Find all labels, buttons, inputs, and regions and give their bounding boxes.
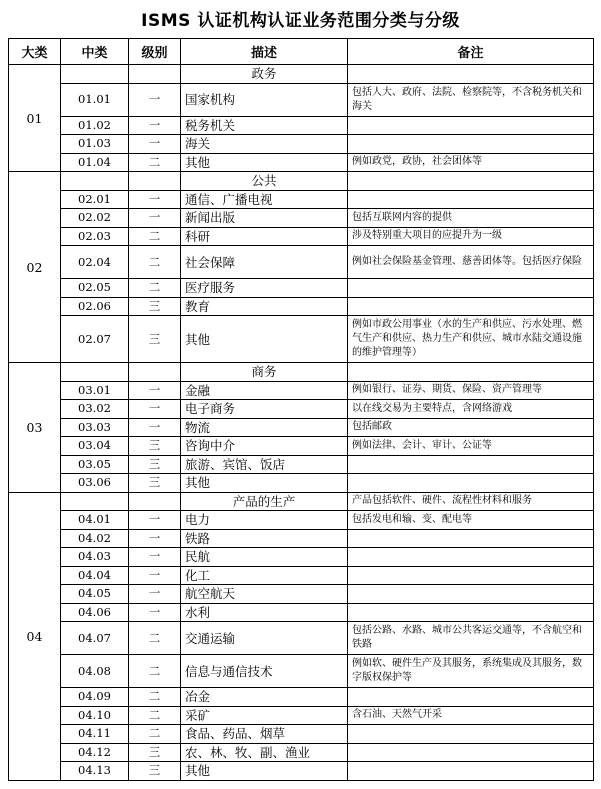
level-cell: 三	[129, 743, 181, 762]
middle-code-cell: 04.13	[61, 762, 129, 781]
group-row	[9, 492, 594, 511]
middle-code-cell: 04.08	[61, 655, 129, 688]
level-cell: 二	[129, 622, 181, 655]
description-cell: 海关	[181, 135, 348, 154]
note-cell: 例如市政公用事业（水的生产和供应、污水处理、燃气生产和供应、热力生产和供应、城市水陆交通设施的维护管理等）	[348, 316, 594, 363]
level-cell: 一	[129, 135, 181, 154]
level-cell: 二	[129, 688, 181, 707]
description-cell: 咨询中介	[181, 437, 348, 456]
middle-code-cell: 04.01	[61, 511, 129, 530]
description-cell: 铁路	[181, 529, 348, 548]
group-row	[9, 172, 594, 191]
note-cell	[348, 566, 594, 585]
middle-code-cell: 03.03	[61, 418, 129, 437]
middle-code-cell: 02.02	[61, 209, 129, 228]
note-cell	[348, 172, 594, 191]
table-row	[9, 566, 594, 585]
middle-code-cell: 04.05	[61, 585, 129, 604]
note-cell	[348, 548, 594, 567]
level-cell: 二	[129, 153, 181, 172]
note-cell: 包括公路、水路、城市公共客运交通等，不含航空和铁路	[348, 622, 594, 655]
note-cell	[348, 455, 594, 474]
middle-code-cell: 04.11	[61, 725, 129, 744]
description-cell: 电力	[181, 511, 348, 530]
middle-code-cell: 03.02	[61, 400, 129, 419]
header-level: 级别	[129, 39, 181, 65]
description-cell: 其他	[181, 762, 348, 781]
table-row	[9, 400, 594, 419]
page-title: ISMS 认证机构认证业务范围分类与分级	[141, 11, 460, 31]
note-cell: 例如银行、证券、期货、保险、资产管理等	[348, 381, 594, 400]
scope-classification-table	[8, 38, 594, 781]
table-row	[9, 209, 594, 228]
middle-code-cell: 01.02	[61, 116, 129, 135]
major-code-cell: 02	[9, 172, 61, 363]
level-cell	[129, 172, 181, 191]
note-cell	[348, 363, 594, 382]
level-cell	[129, 65, 181, 84]
middle-code-cell: 04.12	[61, 743, 129, 762]
level-cell: 一	[129, 116, 181, 135]
level-cell: 二	[129, 227, 181, 246]
table-row	[9, 585, 594, 604]
middle-code-cell: 03.05	[61, 455, 129, 474]
note-cell	[348, 297, 594, 316]
middle-code-cell	[61, 65, 129, 84]
level-cell: 一	[129, 603, 181, 622]
description-cell: 采矿	[181, 706, 348, 725]
middle-code-cell: 04.10	[61, 706, 129, 725]
major-code-cell: 03	[9, 363, 61, 493]
middle-code-cell: 02.01	[61, 190, 129, 209]
middle-code-cell: 01.01	[61, 83, 129, 116]
description-cell: 国家机构	[181, 83, 348, 116]
table-row	[9, 762, 594, 781]
level-cell: 三	[129, 762, 181, 781]
level-cell	[129, 363, 181, 382]
middle-code-cell: 04.06	[61, 603, 129, 622]
description-cell: 航空航天	[181, 585, 348, 604]
table-row	[9, 655, 594, 688]
middle-code-cell: 02.07	[61, 316, 129, 363]
level-cell: 一	[129, 381, 181, 400]
table-row	[9, 153, 594, 172]
note-cell: 例如社会保险基金管理、慈善团体等。包括医疗保险	[348, 246, 594, 279]
group-name-cell: 商务	[181, 363, 348, 382]
header-major: 大类	[9, 39, 61, 65]
major-code-cell: 01	[9, 65, 61, 172]
note-cell	[348, 762, 594, 781]
table-row	[9, 437, 594, 456]
note-cell: 产品包括软件、硬件、流程性材料和服务	[348, 492, 594, 511]
level-cell: 二	[129, 725, 181, 744]
table-row	[9, 135, 594, 154]
note-cell	[348, 725, 594, 744]
note-cell: 包括互联网内容的提供	[348, 209, 594, 228]
description-cell: 医疗服务	[181, 279, 348, 298]
table-row	[9, 381, 594, 400]
note-cell: 包括发电和输、变、配电等	[348, 511, 594, 530]
table-row	[9, 316, 594, 363]
table-row	[9, 83, 594, 116]
description-cell: 新闻出版	[181, 209, 348, 228]
description-cell: 水利	[181, 603, 348, 622]
header-note: 备注	[348, 39, 594, 65]
note-cell: 包括邮政	[348, 418, 594, 437]
description-cell: 物流	[181, 418, 348, 437]
level-cell: 一	[129, 529, 181, 548]
level-cell: 二	[129, 655, 181, 688]
middle-code-cell: 03.06	[61, 474, 129, 493]
description-cell: 农、林、牧、副、渔业	[181, 743, 348, 762]
table-row	[9, 529, 594, 548]
note-cell: 包括人大、政府、法院、检察院等，不含税务机关和海关	[348, 83, 594, 116]
level-cell: 三	[129, 297, 181, 316]
level-cell: 一	[129, 418, 181, 437]
table-row	[9, 743, 594, 762]
major-code-cell: 04	[9, 492, 61, 780]
description-cell: 金融	[181, 381, 348, 400]
table-row	[9, 455, 594, 474]
description-cell: 交通运输	[181, 622, 348, 655]
group-name-cell: 政务	[181, 65, 348, 84]
level-cell: 一	[129, 548, 181, 567]
table-row	[9, 279, 594, 298]
note-cell	[348, 474, 594, 493]
middle-code-cell: 01.03	[61, 135, 129, 154]
table-row	[9, 688, 594, 707]
middle-code-cell: 04.03	[61, 548, 129, 567]
level-cell: 三	[129, 437, 181, 456]
description-cell: 信息与通信技术	[181, 655, 348, 688]
level-cell: 一	[129, 566, 181, 585]
middle-code-cell: 01.04	[61, 153, 129, 172]
description-cell: 通信、广播电视	[181, 190, 348, 209]
table-row	[9, 548, 594, 567]
description-cell: 食品、药品、烟草	[181, 725, 348, 744]
table-row	[9, 725, 594, 744]
note-cell: 例如法律、会计、审计、公证等	[348, 437, 594, 456]
description-cell: 化工	[181, 566, 348, 585]
note-cell: 例如软、硬件生产及其服务，系统集成及其服务，数字版权保护等	[348, 655, 594, 688]
table-row	[9, 622, 594, 655]
note-cell	[348, 65, 594, 84]
note-cell	[348, 135, 594, 154]
note-cell	[348, 743, 594, 762]
level-cell: 一	[129, 511, 181, 530]
note-cell	[348, 688, 594, 707]
table-row	[9, 474, 594, 493]
note-cell	[348, 529, 594, 548]
description-cell: 教育	[181, 297, 348, 316]
level-cell: 二	[129, 246, 181, 279]
middle-code-cell: 03.04	[61, 437, 129, 456]
level-cell: 一	[129, 83, 181, 116]
header-desc: 描述	[181, 39, 348, 65]
description-cell: 电子商务	[181, 400, 348, 419]
middle-code-cell: 04.07	[61, 622, 129, 655]
table-row	[9, 418, 594, 437]
level-cell: 三	[129, 455, 181, 474]
level-cell	[129, 492, 181, 511]
level-cell: 一	[129, 190, 181, 209]
header-row	[9, 39, 594, 65]
note-cell	[348, 116, 594, 135]
group-row	[9, 65, 594, 84]
level-cell: 三	[129, 316, 181, 363]
table-row	[9, 246, 594, 279]
description-cell: 其他	[181, 474, 348, 493]
description-cell: 冶金	[181, 688, 348, 707]
level-cell: 一	[129, 400, 181, 419]
table-row	[9, 297, 594, 316]
description-cell: 税务机关	[181, 116, 348, 135]
middle-code-cell: 04.09	[61, 688, 129, 707]
description-cell: 科研	[181, 227, 348, 246]
description-cell: 其他	[181, 153, 348, 172]
middle-code-cell	[61, 172, 129, 191]
middle-code-cell: 04.04	[61, 566, 129, 585]
middle-code-cell	[61, 363, 129, 382]
note-cell	[348, 585, 594, 604]
table-row	[9, 603, 594, 622]
note-cell	[348, 190, 594, 209]
group-name-cell: 公共	[181, 172, 348, 191]
middle-code-cell	[61, 492, 129, 511]
level-cell: 一	[129, 209, 181, 228]
middle-code-cell: 02.05	[61, 279, 129, 298]
level-cell: 一	[129, 585, 181, 604]
header-middle: 中类	[61, 39, 129, 65]
level-cell: 三	[129, 474, 181, 493]
note-cell	[348, 603, 594, 622]
note-cell	[348, 279, 594, 298]
table-row	[9, 511, 594, 530]
description-cell: 社会保障	[181, 246, 348, 279]
middle-code-cell: 02.03	[61, 227, 129, 246]
table-row	[9, 706, 594, 725]
middle-code-cell: 02.04	[61, 246, 129, 279]
note-cell: 例如政党，政协，社会团体等	[348, 153, 594, 172]
level-cell: 二	[129, 706, 181, 725]
note-cell: 涉及特别重大项目的应提升为一级	[348, 227, 594, 246]
table-row	[9, 227, 594, 246]
description-cell: 民航	[181, 548, 348, 567]
table-row	[9, 190, 594, 209]
group-name-cell: 产品的生产	[181, 492, 348, 511]
middle-code-cell: 03.01	[61, 381, 129, 400]
description-cell: 旅游、宾馆、饭店	[181, 455, 348, 474]
middle-code-cell: 02.06	[61, 297, 129, 316]
middle-code-cell: 04.02	[61, 529, 129, 548]
table-row	[9, 116, 594, 135]
note-cell: 含石油、天然气开采	[348, 706, 594, 725]
note-cell: 以在线交易为主要特点，含网络游戏	[348, 400, 594, 419]
level-cell: 二	[129, 279, 181, 298]
description-cell: 其他	[181, 316, 348, 363]
group-row	[9, 363, 594, 382]
